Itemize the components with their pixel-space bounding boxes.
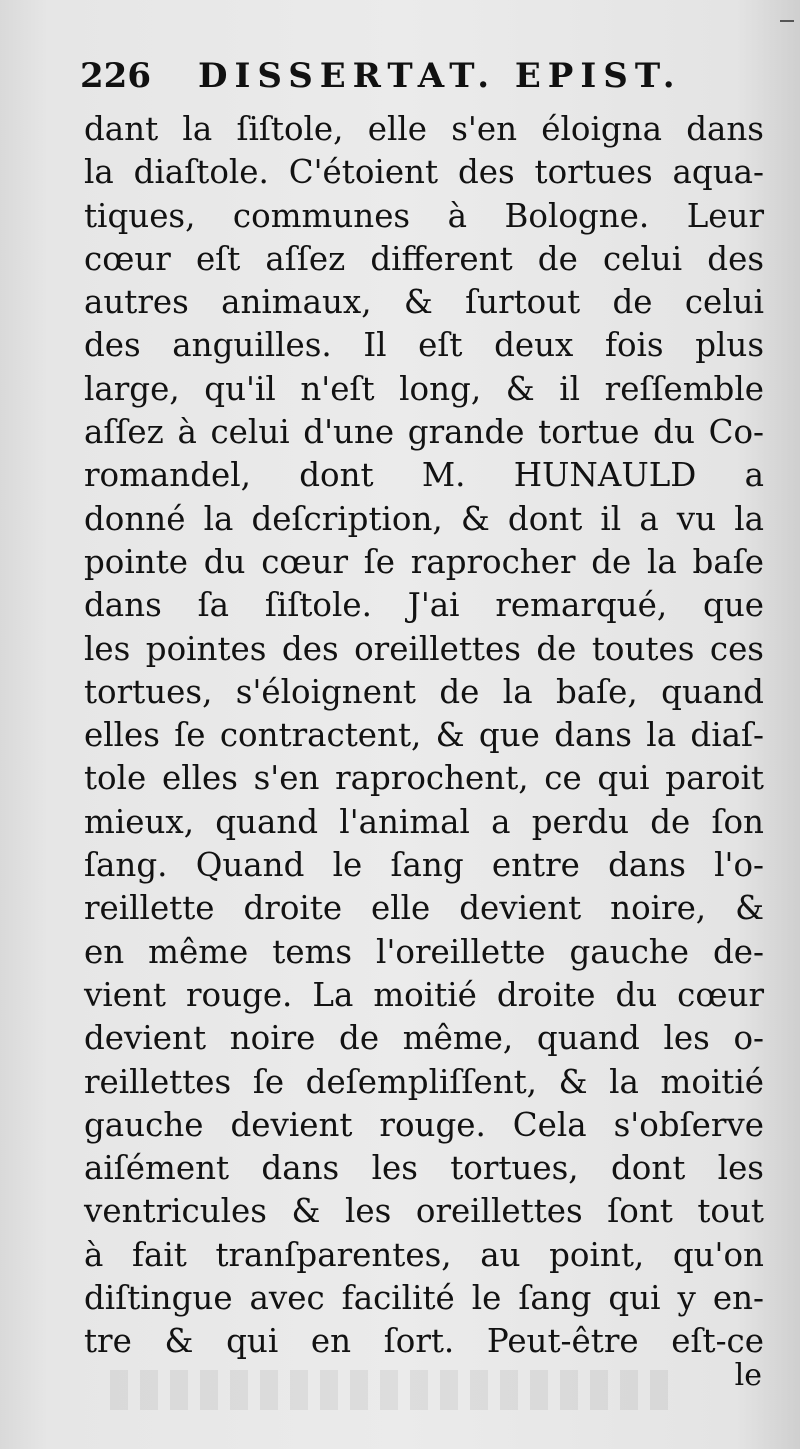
text-line: aiſément dans les tortues, dont les — [84, 1149, 764, 1188]
text-line: les pointes des oreillettes de toutes ces — [84, 629, 764, 668]
text-line: ventricules & les oreillettes ſont tout — [84, 1192, 764, 1231]
text-line: devient noire de même, quand les o- — [84, 1019, 764, 1058]
body-text — [84, 108, 764, 1364]
running-title: DISSERTAT. EPIST. — [198, 56, 682, 96]
text-line: cœur eſt aſſez different de celui des — [84, 239, 764, 278]
text-line: gauche devient rouge. Cela s'obſerve — [84, 1105, 764, 1144]
text-line: la diaſtole. C'étoient des tortues aqua- — [84, 153, 764, 192]
page-header — [80, 52, 760, 102]
text-line: autres animaux, & ſurtout de celui — [84, 283, 764, 322]
text-line: en même tems l'oreillette gauche de- — [84, 932, 764, 971]
text-line: à fait tranſparentes, au point, qu'on — [84, 1235, 764, 1274]
text-line: tiques, communes à Bologne. Leur — [84, 196, 764, 235]
text-line: reillettes ſe deſempliſſent, & la moitié — [84, 1062, 764, 1101]
text-line: diſtingue avec facilité le ſang qui y en- — [84, 1279, 764, 1318]
text-line: des anguilles. Il eſt deux fois plus — [84, 326, 764, 365]
text-line: romandel, dont M. HUNAULD a — [84, 456, 764, 495]
text-line: aſſez à celui d'une grande tortue du Co- — [84, 413, 764, 452]
text-line: pointe du cœur ſe raprocher de la baſe — [84, 542, 764, 581]
text-line: reillette droite elle devient noire, & — [84, 889, 764, 928]
page-edge-mark — [780, 20, 794, 22]
page-number: 226 — [80, 56, 151, 96]
text-line: dans ſa ſiſtole. J'ai remarqué, que — [84, 586, 764, 625]
text-line: donné la deſcription, & dont il a vu la — [84, 499, 764, 538]
text-line: dant la ſiſtole, elle s'en éloigna dans — [84, 110, 764, 148]
text-line: mieux, quand l'animal a perdu de ſon — [84, 802, 764, 841]
text-line: vient rouge. La moitié droite du cœur — [84, 975, 764, 1014]
text-line: tortues, s'éloignent de la baſe, quand — [84, 672, 764, 711]
text-line: large, qu'il n'eſt long, & il reſſemble — [84, 369, 764, 408]
show-through-text — [110, 1370, 670, 1410]
text-line: tre & qui en ſort. Peut-être eſt-ce — [84, 1322, 764, 1361]
text-line: elles ſe contractent, & que dans la diaſ- — [84, 716, 764, 755]
text-line: ſang. Quand le ſang entre dans l'o- — [84, 846, 764, 885]
catchword: le — [734, 1358, 762, 1393]
text-line: tole elles s'en raprochent, ce qui paroit — [84, 759, 764, 798]
